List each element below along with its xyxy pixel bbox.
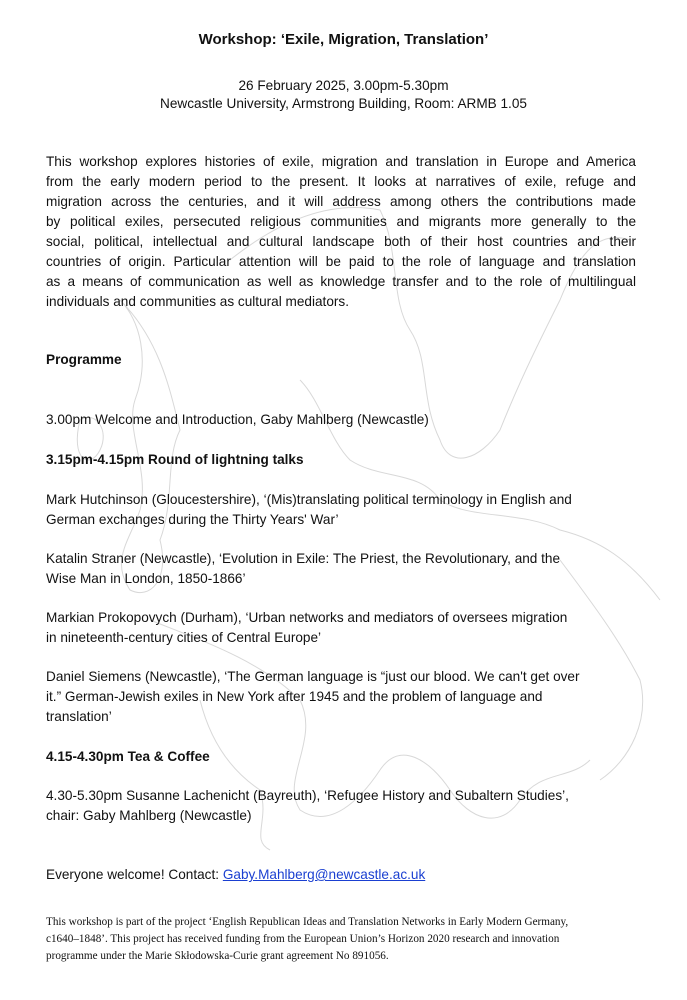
intro-line: countries of origin. Particular attention will be paid to the role of language and translation <box>46 254 636 269</box>
event-date: 26 February 2025, 3.00pm-5.30pm <box>238 78 449 93</box>
intro-line: migration across the centuries, and it will address among others the contributions made <box>46 194 636 209</box>
intro-line: social, political, intellectual and cultural landscape both of their host countries and their <box>46 234 636 249</box>
talk-line: Wise Man in London, 1850-1866’ <box>46 571 246 586</box>
talk-line: translation’ <box>46 709 112 724</box>
intro-line: by political exiles, persecuted religious communities and migrants more generally to the <box>46 214 636 229</box>
lightning-talks-heading: 3.15pm-4.15pm Round of lightning talks <box>46 452 304 467</box>
contact-label: Everyone welcome! Contact: <box>46 867 223 882</box>
tea-break: 4.15-4.30pm Tea & Coffee <box>46 749 210 764</box>
intro-line: from the early modern period to the present. It looks at narratives of exile, refuge and <box>46 174 636 189</box>
intro-line: as a means of communication as well as knowledge transfer and to the role of multilingual <box>46 274 636 289</box>
intro-line: individuals and communities as cultural mediators. <box>46 294 349 309</box>
event-location: Newcastle University, Armstrong Building, Room: ARMB 1.05 <box>160 96 527 111</box>
programme-welcome: 3.00pm Welcome and Introduction, Gaby Mahlberg (Newcastle) <box>46 412 429 427</box>
talk-line: Katalin Straner (Newcastle), ‘Evolution in Exile: The Priest, the Revolutionary, and the <box>46 551 561 566</box>
footer-line: programme under the Marie Skłodowska-Curie grant agreement No 891056. <box>46 950 389 962</box>
intro-line: This workshop explores histories of exile, migration and translation in Europe and America <box>46 154 636 169</box>
talk-line: German exchanges during the Thirty Years' War’ <box>46 512 339 527</box>
talk-line: Markian Prokopovych (Durham), ‘Urban networks and mediators of oversees migration <box>46 610 568 625</box>
contact-email-link[interactable]: Gaby.Mahlberg@newcastle.ac.uk <box>222 867 426 882</box>
keynote-line: 4.30-5.30pm Susanne Lachenicht (Bayreuth), ‘Refugee History and Subaltern Studies’, <box>46 788 569 803</box>
talk-line: Mark Hutchinson (Gloucestershire), ‘(Mis)translating political terminology in English and <box>46 492 572 507</box>
contact-line <box>46 865 425 885</box>
talk-line: it.” German-Jewish exiles in New York after 1945 and the problem of language and <box>46 689 543 704</box>
page-title: Workshop: ‘Exile, Migration, Translation’ <box>198 31 489 48</box>
programme-heading: Programme <box>46 352 122 367</box>
footer-line: c1640–1848’. This project has received funding from the European Union’s Horizon 2020 research and innovation <box>46 933 560 945</box>
keynote-line: chair: Gaby Mahlberg (Newcastle) <box>46 808 252 823</box>
footer-line: This workshop is part of the project ‘English Republican Ideas and Translation Networks in Early Modern Germany, <box>46 916 569 928</box>
talk-line: Daniel Siemens (Newcastle), ‘The German language is “just our blood. We can't get over <box>46 669 580 684</box>
talk-line: in nineteenth-century cities of Central Europe’ <box>46 630 322 645</box>
